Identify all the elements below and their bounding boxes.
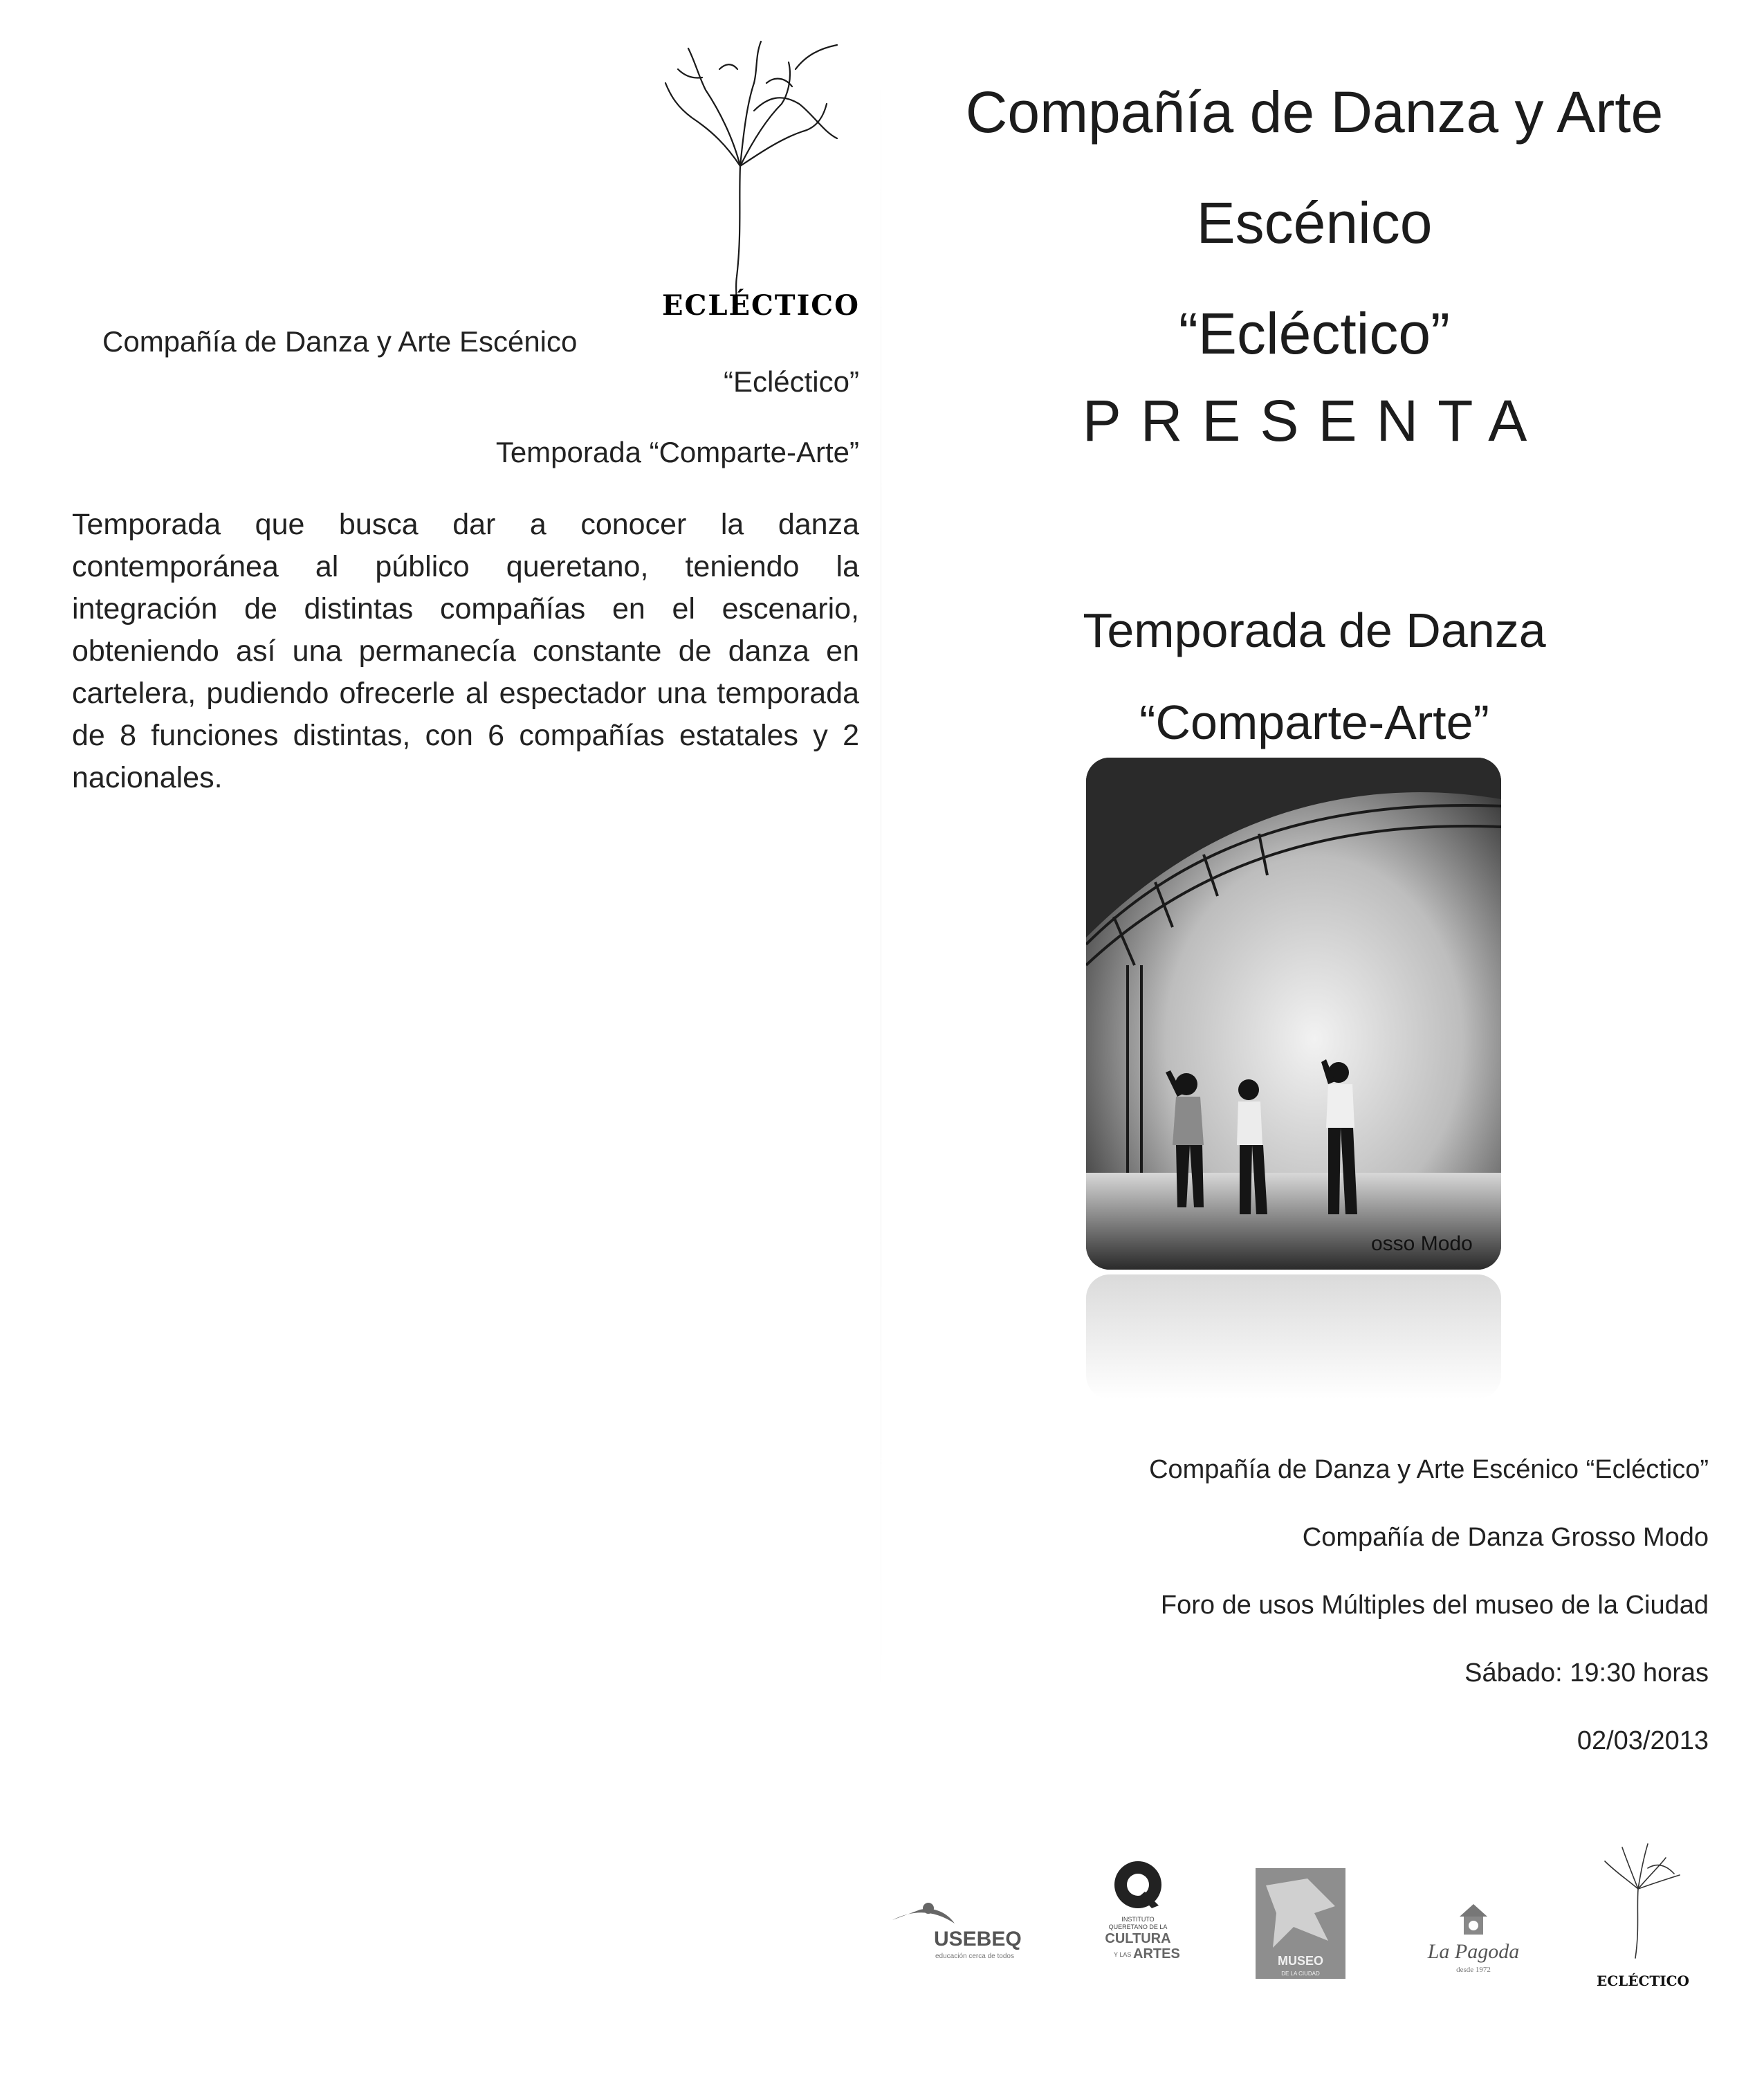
company-line: Compañía de Danza y Arte Escénico [102,325,578,358]
iqca-line3: CULTURA [1105,1931,1171,1946]
iqca-logo [1093,1856,1183,1973]
iqca-line1: INSTITUTO [1121,1916,1155,1923]
poster-title-line: Escénico [1196,190,1433,255]
usebeq-tagline: educación cerca de todos [935,1953,1014,1960]
season-title-line: “Comparte-Arte” [1139,695,1489,749]
la-pagoda-since: desde 1972 [1456,1966,1491,1974]
poster-title [913,57,1716,389]
performer-grosso-modo: Compañía de Danza Grosso Modo [1302,1523,1709,1552]
poster-title-line: Compañía de Danza y Arte [965,80,1664,145]
la-pagoda-name: La Pagoda [1427,1940,1520,1963]
museo-logo [1252,1865,1349,1982]
iqca-line2: QUERETANO DE LA [1108,1923,1168,1930]
season-description: Temporada que busca dar a conocer la danza contemporánea al público queretano, teniendo la integración de distintas compañías en el escenario, obteniendo así una permanecía constante de danza en cartelera, pudiendo ofrecerle al espectador una temporada de 8 funciones distintas, con 6 compañías estatales y 2 nacionales. [72,508,859,794]
season-title [913,585,1716,769]
museo-sub: DE LA CIUDAD [1281,1971,1320,1977]
eclectico-dancer-logo [650,28,879,318]
photo-reflection [1086,1274,1501,1399]
usebeq-name: USEBEQ [934,1928,1022,1950]
dance-stage-photo [1086,758,1501,1270]
eclectico-small-wordmark: ECLÉCTICO [1597,1973,1689,1989]
usebeq-logo [885,1896,1045,1965]
iqca-line5: ARTES [1133,1946,1180,1962]
event-date: 02/03/2013 [1577,1726,1709,1755]
event-details [982,1436,1709,1775]
performer-eclectico: Compañía de Danza y Arte Escénico “Ecléctico” [1149,1455,1709,1484]
season-line: Temporada “Comparte-Arte” [495,436,859,468]
eclectico-small-logo [1584,1827,1702,1993]
company-name: “Ecléctico” [723,365,859,398]
sponsor-logos [885,1827,1716,1993]
photo-watermark: osso Modo [1371,1232,1473,1255]
logo-wordmark: ECLÉCTICO [662,289,860,318]
presenta-heading: PRESENTA [1082,388,1547,453]
season-title-line: Temporada de Danza [1083,603,1546,657]
event-venue: Foro de usos Múltiples del museo de la Ciudad [1160,1591,1709,1620]
la-pagoda-logo [1411,1889,1536,1979]
museo-name: MUSEO [1277,1954,1324,1968]
poster-title-line: “Ecléctico” [1178,301,1451,366]
event-time: Sábado: 19:30 horas [1464,1658,1709,1688]
iqca-line4: Y LAS [1114,1951,1132,1958]
